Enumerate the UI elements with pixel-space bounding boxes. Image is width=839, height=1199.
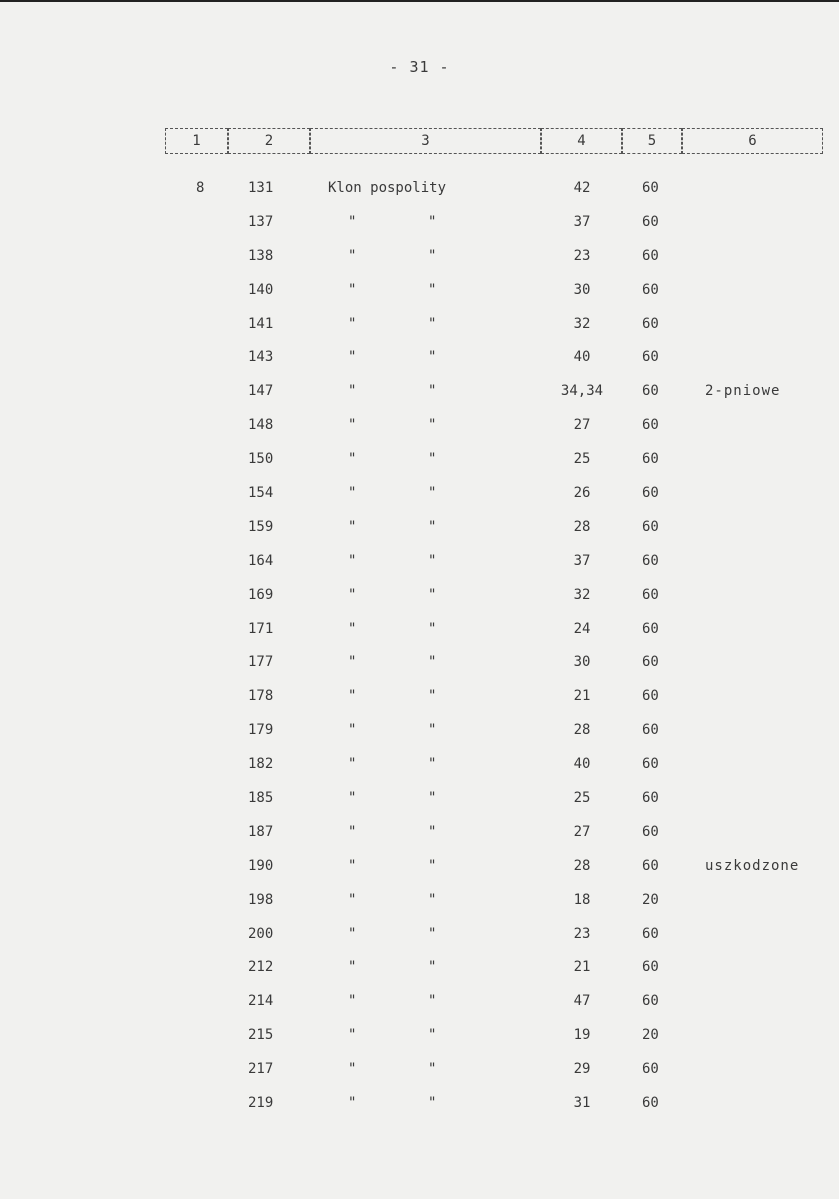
tree-number: 150 xyxy=(248,451,274,468)
ditto-mark: " xyxy=(428,823,437,840)
diameter: 26 xyxy=(573,485,591,502)
ditto-mark: " xyxy=(428,722,437,739)
ditto-mark: " xyxy=(348,1095,357,1112)
table-row xyxy=(0,543,839,577)
table-row xyxy=(0,1051,839,1085)
ditto-mark: " xyxy=(348,688,357,705)
table-row xyxy=(0,1085,839,1119)
ditto-mark: " xyxy=(428,247,437,264)
tree-number: 154 xyxy=(248,485,274,502)
height: 60 xyxy=(642,349,659,366)
page-number: - 31 - xyxy=(389,58,450,76)
height: 60 xyxy=(642,552,659,569)
ditto-mark: " xyxy=(428,925,437,942)
ditto-mark: " xyxy=(428,1061,437,1078)
tree-number: 177 xyxy=(248,654,274,671)
table-row xyxy=(0,204,839,238)
ditto-mark: " xyxy=(348,1061,357,1078)
tree-number: 148 xyxy=(248,417,274,434)
ditto-mark: " xyxy=(348,620,357,637)
tree-number: 179 xyxy=(248,722,274,739)
ditto-mark: " xyxy=(428,1027,437,1044)
tree-number: 190 xyxy=(248,857,274,874)
species-name: Klon pospolity xyxy=(328,180,447,196)
tree-number: 131 xyxy=(248,180,274,196)
ditto-mark: " xyxy=(348,315,357,332)
tree-number: 214 xyxy=(248,993,274,1010)
table-row xyxy=(0,407,839,441)
table-row xyxy=(0,848,839,882)
diameter: 21 xyxy=(573,688,591,705)
table-row xyxy=(0,678,839,712)
ditto-mark: " xyxy=(348,451,357,468)
table-row xyxy=(0,983,839,1017)
ditto-mark: " xyxy=(348,823,357,840)
ditto-mark: " xyxy=(348,349,357,366)
ditto-mark: " xyxy=(428,417,437,434)
height: 20 xyxy=(642,891,659,908)
ditto-mark: " xyxy=(428,485,437,502)
height: 20 xyxy=(642,1027,659,1044)
ditto-mark: " xyxy=(428,586,437,603)
height: 60 xyxy=(642,451,659,468)
tree-number: 164 xyxy=(248,552,274,569)
height: 60 xyxy=(642,823,659,840)
height: 60 xyxy=(642,688,659,705)
tree-number: 182 xyxy=(248,756,274,773)
diameter: 24 xyxy=(573,620,591,637)
diameter: 37 xyxy=(573,552,591,569)
tree-number: 178 xyxy=(248,688,274,705)
diameter: 28 xyxy=(573,518,591,535)
tree-number: 198 xyxy=(248,891,274,908)
ditto-mark: " xyxy=(348,722,357,739)
ditto-mark: " xyxy=(348,247,357,264)
table-row xyxy=(0,746,839,780)
tree-number: 187 xyxy=(248,823,274,840)
diameter: 19 xyxy=(573,1027,591,1044)
ditto-mark: " xyxy=(428,315,437,332)
table-row xyxy=(0,949,839,983)
tree-number: 217 xyxy=(248,1061,274,1078)
ditto-mark: " xyxy=(348,383,357,400)
header-col-6: 6 xyxy=(682,128,823,154)
height: 60 xyxy=(642,620,659,637)
diameter: 37 xyxy=(573,213,591,230)
header-col-1: 1 xyxy=(165,128,228,154)
tree-number: 185 xyxy=(248,790,274,807)
ditto-mark: " xyxy=(348,552,357,569)
diameter: 29 xyxy=(573,1061,591,1078)
table-row xyxy=(0,373,839,407)
table-row xyxy=(0,306,839,340)
diameter: 47 xyxy=(573,993,591,1010)
tree-number: 171 xyxy=(248,620,274,637)
tree-number: 140 xyxy=(248,281,274,298)
ditto-mark: " xyxy=(428,281,437,298)
tree-number: 147 xyxy=(248,383,274,400)
tree-number: 215 xyxy=(248,1027,274,1044)
ditto-mark: " xyxy=(428,1095,437,1112)
ditto-mark: " xyxy=(348,925,357,942)
diameter: 21 xyxy=(573,959,591,976)
height: 60 xyxy=(642,213,659,230)
diameter: 27 xyxy=(573,417,591,434)
table-row xyxy=(0,441,839,475)
height: 60 xyxy=(642,281,659,298)
height: 60 xyxy=(642,654,659,671)
ditto-mark: " xyxy=(348,281,357,298)
ditto-mark: " xyxy=(428,349,437,366)
ditto-mark: " xyxy=(348,891,357,908)
header-col-3: 3 xyxy=(310,128,541,154)
diameter: 28 xyxy=(573,857,591,874)
table-row xyxy=(0,882,839,916)
table-row xyxy=(0,238,839,272)
diameter: 30 xyxy=(573,654,591,671)
tree-number: 200 xyxy=(248,925,274,942)
ditto-mark: " xyxy=(428,654,437,671)
height: 60 xyxy=(642,383,659,400)
ditto-mark: " xyxy=(428,857,437,874)
ditto-mark: " xyxy=(348,417,357,434)
tree-number: 212 xyxy=(248,959,274,976)
ditto-mark: " xyxy=(428,552,437,569)
height: 60 xyxy=(642,518,659,535)
diameter: 18 xyxy=(573,891,591,908)
diameter: 32 xyxy=(573,586,591,603)
height: 60 xyxy=(642,485,659,502)
table-body xyxy=(0,170,839,1119)
top-border xyxy=(0,0,839,2)
height: 60 xyxy=(642,925,659,942)
ditto-mark: " xyxy=(428,790,437,807)
table-row xyxy=(0,577,839,611)
remarks: uszkodzone xyxy=(705,857,800,874)
height: 60 xyxy=(642,315,659,332)
tree-number: 159 xyxy=(248,518,274,535)
height: 60 xyxy=(642,1095,659,1112)
tree-number: 141 xyxy=(248,315,274,332)
header-col-5: 5 xyxy=(622,128,682,154)
ditto-mark: " xyxy=(348,959,357,976)
table-row xyxy=(0,644,839,678)
tree-number: 138 xyxy=(248,247,274,264)
diameter: 25 xyxy=(573,451,591,468)
diameter: 34,34 xyxy=(560,383,604,400)
height: 60 xyxy=(642,247,659,264)
table-row xyxy=(0,170,839,204)
ditto-mark: " xyxy=(348,993,357,1010)
diameter: 23 xyxy=(573,925,591,942)
diameter: 30 xyxy=(573,281,591,298)
height: 60 xyxy=(642,180,659,196)
height: 60 xyxy=(642,790,659,807)
ditto-mark: " xyxy=(428,756,437,773)
height: 60 xyxy=(642,993,659,1010)
tree-number: 169 xyxy=(248,586,274,603)
ditto-mark: " xyxy=(348,857,357,874)
diameter: 40 xyxy=(573,349,591,366)
ditto-mark: " xyxy=(348,756,357,773)
table-row xyxy=(0,475,839,509)
ditto-mark: " xyxy=(348,586,357,603)
ditto-mark: " xyxy=(428,688,437,705)
ditto-mark: " xyxy=(348,790,357,807)
table-row xyxy=(0,509,839,543)
ditto-mark: " xyxy=(348,213,357,230)
diameter: 32 xyxy=(573,315,591,332)
height: 60 xyxy=(642,586,659,603)
ditto-mark: " xyxy=(348,1027,357,1044)
header-col-2: 2 xyxy=(228,128,310,154)
tree-number: 219 xyxy=(248,1095,274,1112)
table-row xyxy=(0,814,839,848)
table-row xyxy=(0,611,839,645)
ditto-mark: " xyxy=(428,620,437,637)
ditto-mark: " xyxy=(348,518,357,535)
table-row xyxy=(0,916,839,950)
ditto-mark: " xyxy=(428,959,437,976)
ditto-mark: " xyxy=(348,654,357,671)
table-row xyxy=(0,339,839,373)
height: 60 xyxy=(642,722,659,739)
table-row xyxy=(0,272,839,306)
row-group: 8 xyxy=(196,180,205,196)
tree-number: 137 xyxy=(248,213,274,230)
diameter: 23 xyxy=(573,247,591,264)
height: 60 xyxy=(642,417,659,434)
table-row xyxy=(0,780,839,814)
height: 60 xyxy=(642,756,659,773)
remarks: 2-pniowe xyxy=(705,383,781,400)
ditto-mark: " xyxy=(428,451,437,468)
tree-number: 143 xyxy=(248,349,274,366)
height: 60 xyxy=(642,1061,659,1078)
ditto-mark: " xyxy=(428,383,437,400)
ditto-mark: " xyxy=(428,518,437,535)
table-row xyxy=(0,1017,839,1051)
diameter: 42 xyxy=(573,180,591,196)
diameter: 40 xyxy=(573,756,591,773)
height: 60 xyxy=(642,857,659,874)
ditto-mark: " xyxy=(348,485,357,502)
ditto-mark: " xyxy=(428,993,437,1010)
table-row xyxy=(0,712,839,746)
ditto-mark: " xyxy=(428,213,437,230)
ditto-mark: " xyxy=(428,891,437,908)
diameter: 28 xyxy=(573,722,591,739)
diameter: 25 xyxy=(573,790,591,807)
diameter: 31 xyxy=(573,1095,591,1112)
diameter: 27 xyxy=(573,823,591,840)
height: 60 xyxy=(642,959,659,976)
header-col-4: 4 xyxy=(541,128,622,154)
